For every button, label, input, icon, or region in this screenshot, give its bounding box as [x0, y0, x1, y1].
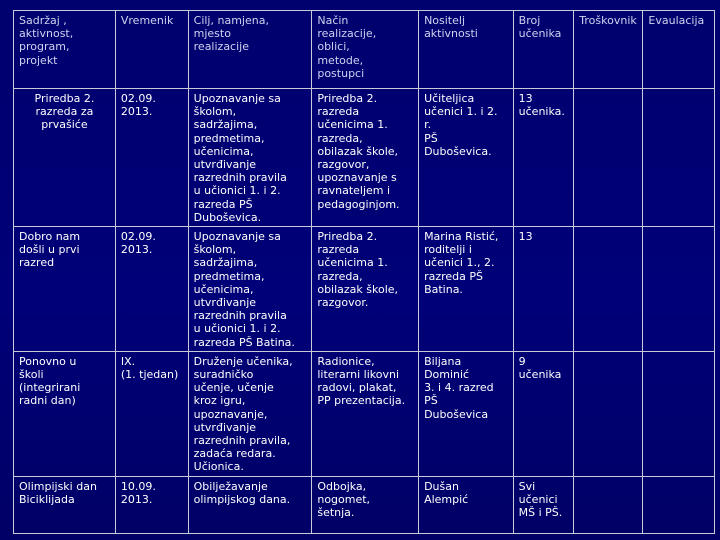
goal-cell: Upoznavanje sa školom, sadržajima, predmetima, učenicima, utvrđivanje razrednih pravila u učionici 1. i 2. razreda PŠ Duboševica. — [188, 89, 312, 227]
goal-cell: Druženje učenika, suradničko učenje, učenje kroz igru, upoznavanje, utvrđivanje razrednih pravila, zadaća redara. Učionica. — [188, 351, 312, 476]
students-cell: 13 učenika. — [513, 89, 574, 227]
table-row — [14, 89, 715, 227]
header-content: Sadržaj , aktivnost, program, projekt — [14, 11, 116, 89]
activity-cell: Olimpijski dan Biciklijada — [14, 476, 116, 533]
cost-cell — [574, 476, 643, 533]
activity-cell: Dobro nam došli u prvi razred — [14, 227, 116, 352]
activity-cell: Priredba 2. razreda za prvašiće — [14, 89, 116, 227]
activity-cell: Ponovno u školi (integrirani radni dan) — [14, 351, 116, 476]
evaluation-cell — [643, 351, 715, 476]
header-method: Način realizacije, oblici, metode, postupci — [312, 11, 419, 89]
header-goal: Cilj, namjena, mjesto realizacije — [188, 11, 312, 89]
holder-cell: Učiteljica učenici 1. i 2. r. PŠ Duboševica. — [419, 89, 514, 227]
table-row — [14, 227, 715, 352]
cost-cell — [574, 351, 643, 476]
activity-plan-table — [13, 10, 715, 534]
method-cell: Odbojka, nogomet, šetnja. — [312, 476, 419, 533]
evaluation-cell — [643, 476, 715, 533]
header-evaluation: Evaulacija — [643, 11, 715, 89]
holder-cell: Dušan Alempić — [419, 476, 514, 533]
time-cell: 10.09. 2013. — [115, 476, 188, 533]
header-students: Broj učenika — [513, 11, 574, 89]
table-row — [14, 351, 715, 476]
method-cell: Priredba 2. razreda učenicima 1. razreda, obilazak škole, razgovor, upoznavanje s ravnateljem i pedagoginjom. — [312, 89, 419, 227]
cost-cell — [574, 227, 643, 352]
header-cost: Troškovnik — [574, 11, 643, 89]
students-cell: 9 učenika — [513, 351, 574, 476]
time-cell: IX. (1. tjedan) — [115, 351, 188, 476]
evaluation-cell — [643, 89, 715, 227]
goal-cell: Upoznavanje sa školom, sadržajima, predmetima, učenicima, utvrđivanje razrednih pravila u učionici 1. i 2. razreda PŠ Batina. — [188, 227, 312, 352]
holder-cell: Biljana Dominić 3. i 4. razred PŠ Duboševica — [419, 351, 514, 476]
table-row — [14, 476, 715, 533]
students-cell: 13 — [513, 227, 574, 352]
cost-cell — [574, 89, 643, 227]
table-header-row — [14, 11, 715, 89]
method-cell: Priredba 2. razreda učenicima 1. razreda, obilazak škole, razgovor. — [312, 227, 419, 352]
students-cell: Svi učenici MŠ i PŠ. — [513, 476, 574, 533]
holder-cell: Marina Ristić, roditelji i učenici 1., 2. razreda PŠ Batina. — [419, 227, 514, 352]
evaluation-cell — [643, 227, 715, 352]
goal-cell: Obilježavanje olimpijskog dana. — [188, 476, 312, 533]
method-cell: Radionice, literarni likovni radovi, plakat, PP prezentacija. — [312, 351, 419, 476]
time-cell: 02.09. 2013. — [115, 89, 188, 227]
header-schedule: Vremenik — [115, 11, 188, 89]
header-holder: Nositelj aktivnosti — [419, 11, 514, 89]
time-cell: 02.09. 2013. — [115, 227, 188, 352]
